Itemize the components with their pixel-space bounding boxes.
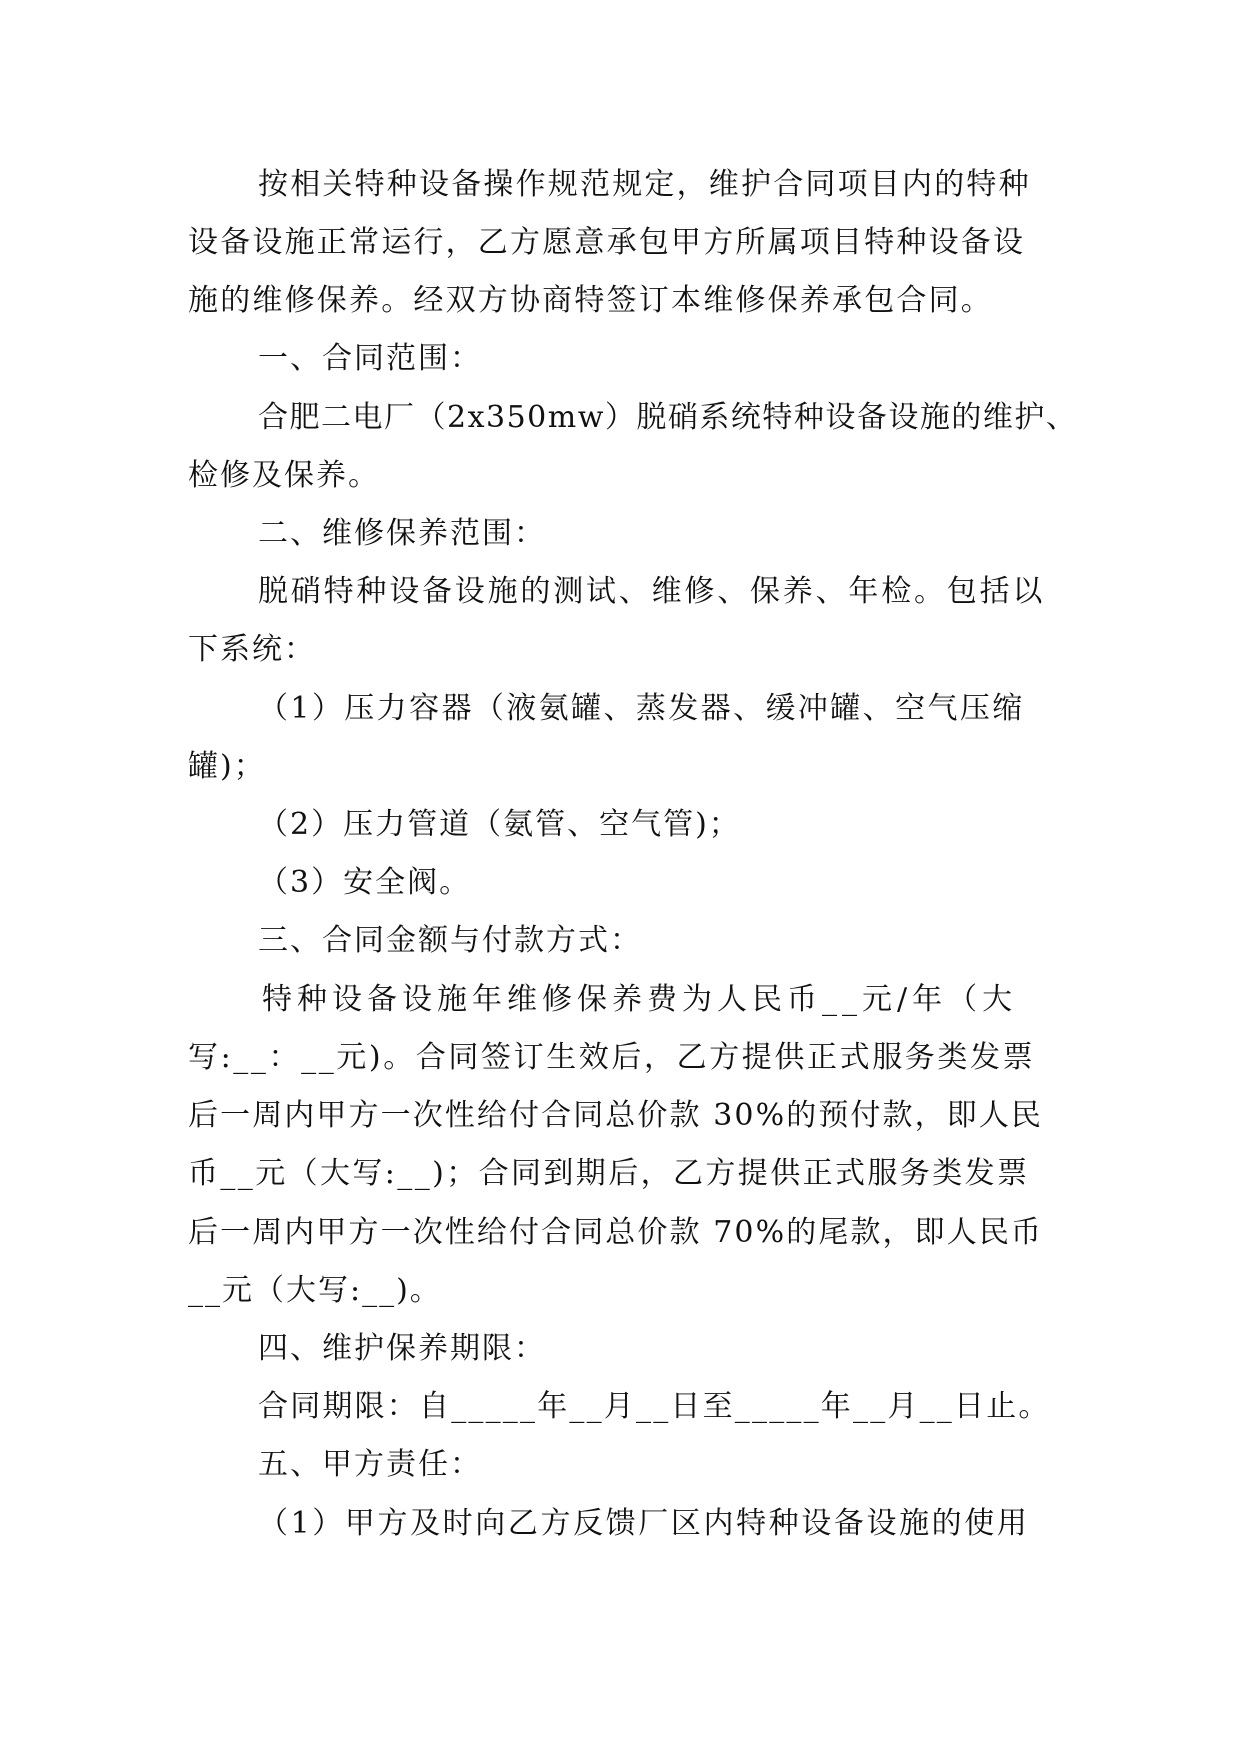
section-heading-contract-scope: 一、合同范围：: [258, 341, 482, 376]
paragraph-term-line: 合同期限：自_____年__月__日至_____年__月__日止。: [258, 1389, 1051, 1424]
paragraph-payment-line-2: 写:__：__元)。合同签订生效后，乙方提供正式服务类发票: [188, 1040, 1036, 1075]
paragraph-maintenance-line-2: 下系统：: [188, 632, 316, 667]
section-heading-maintenance-scope: 二、维修保养范围：: [258, 516, 546, 551]
paragraph-intro-line-3: 施的维修保养。经双方协商特签订本维修保养承包合同。: [188, 283, 993, 318]
list-item-safety-valve: （3）安全阀。: [258, 865, 472, 900]
paragraph-payment-line-5: 后一周内甲方一次性给付合同总价款 70%的尾款，即人民币: [188, 1215, 1044, 1250]
paragraph-payment-line-1: 特种设备设施年维修保养费为人民币__元/年（大: [262, 982, 1018, 1017]
paragraph-intro-line-2: 设备设施正常运行，乙方愿意承包甲方所属项目特种设备设: [188, 225, 1026, 260]
paragraph-intro-line-1: 按相关特种设备操作规范规定，维护合同项目内的特种: [258, 167, 1031, 202]
paragraph-scope-line-2: 检修及保养。: [188, 458, 380, 493]
paragraph-maintenance-line-1: 脱硝特种设备设施的测试、维修、保养、年检。包括以: [258, 574, 1046, 609]
paragraph-payment-line-6: __元（大写:__)。: [188, 1273, 442, 1308]
section-heading-term: 四、维护保养期限：: [258, 1331, 546, 1366]
list-item-pressure-vessels-cont: 罐)；: [188, 749, 266, 784]
section-heading-party-a-duties: 五、甲方责任：: [258, 1447, 482, 1482]
list-item-pressure-vessels: （1）压力容器（液氨罐、蒸发器、缓冲罐、空气压缩: [258, 691, 1025, 726]
list-item-party-a-duty-1: （1）甲方及时向乙方反馈厂区内特种设备设施的使用: [258, 1506, 1030, 1541]
section-heading-amount-payment: 三、合同金额与付款方式：: [258, 923, 642, 958]
paragraph-scope-line-1: 合肥二电厂（2x350mw）脱硝系统特种设备设施的维护、: [258, 400, 1078, 435]
list-item-pressure-pipes: （2）压力管道（氨管、空气管)；: [258, 807, 741, 842]
paragraph-payment-line-4: 币__元（大写:__)；合同到期后，乙方提供正式服务类发票: [188, 1156, 1030, 1191]
paragraph-payment-line-3: 后一周内甲方一次性给付合同总价款 30%的预付款，即人民: [188, 1098, 1044, 1133]
